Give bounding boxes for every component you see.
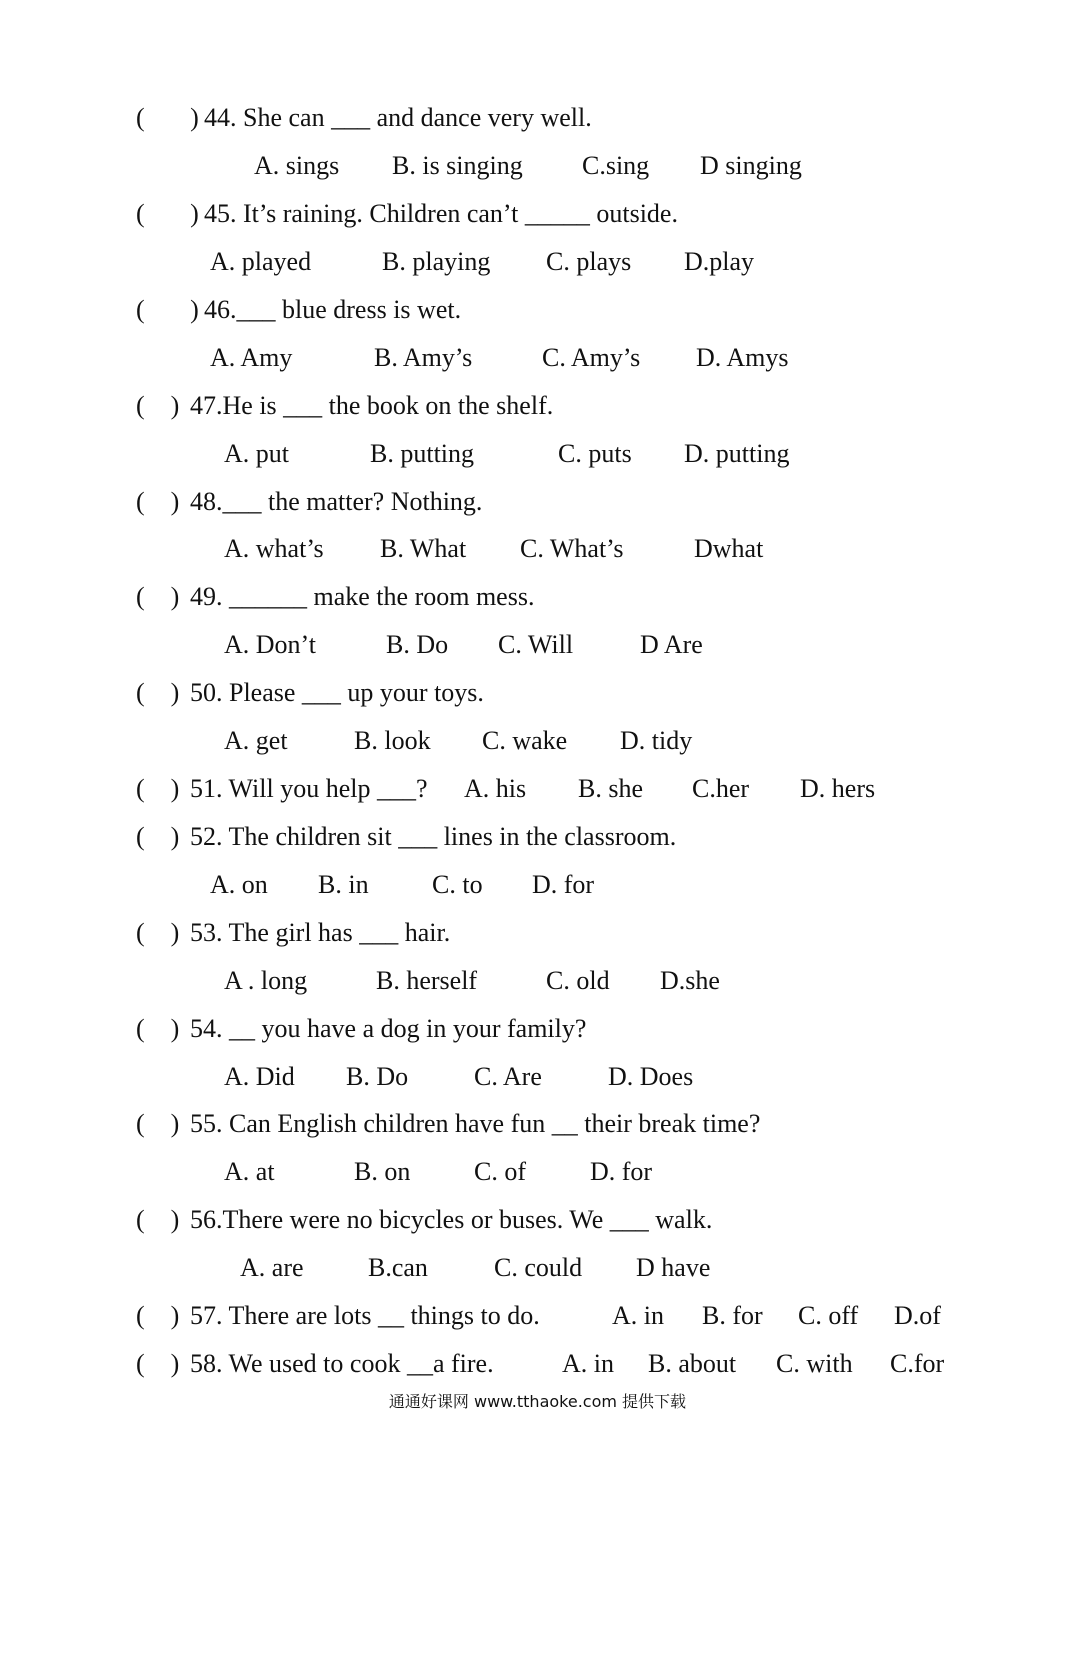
option-b: B. about	[648, 1349, 737, 1378]
option-b: B. What	[380, 534, 467, 563]
option-c: C. of	[474, 1157, 526, 1186]
option-b: B. Do	[386, 630, 449, 659]
question-52	[0, 817, 1075, 857]
option-a: A. what’s	[224, 534, 324, 563]
question-54	[0, 1009, 1075, 1049]
option-a: A. on	[210, 870, 268, 899]
question-stem: 57. There are lots __ things to do.	[190, 1301, 540, 1330]
options-55	[0, 1152, 1075, 1192]
option-a: A. Did	[224, 1062, 295, 1091]
options-52	[0, 865, 1075, 905]
option-c: C. with	[776, 1349, 853, 1378]
question-46	[0, 290, 1075, 330]
option-c: C. puts	[558, 439, 632, 468]
options-44	[0, 146, 1075, 186]
option-c: C. wake	[482, 726, 568, 755]
question-51	[0, 769, 1075, 809]
question-stem: 49. ______ make the room mess.	[190, 582, 535, 611]
option-c: C. Will	[498, 630, 574, 659]
options-56	[0, 1248, 1075, 1288]
options-54	[0, 1057, 1075, 1097]
answer-paren: ( )	[136, 1349, 180, 1378]
question-49	[0, 577, 1075, 617]
option-d: D. for	[532, 870, 595, 899]
question-stem: 48.___ the matter? Nothing.	[190, 487, 483, 516]
answer-paren: ( )	[136, 1014, 180, 1043]
option-d: D Are	[640, 630, 703, 659]
option-b: B. for	[702, 1301, 763, 1330]
option-d: Dwhat	[694, 534, 764, 563]
answer-paren: ( )	[136, 582, 180, 611]
option-a: A. his	[464, 774, 527, 803]
option-a: A. Don’t	[224, 630, 316, 659]
question-44	[0, 98, 1075, 138]
option-d: D. Amys	[696, 343, 789, 372]
option-d: D.she	[660, 966, 720, 995]
answer-paren: ( )	[136, 103, 199, 132]
option-b: B. herself	[376, 966, 478, 995]
option-b: B. Amy’s	[374, 343, 473, 372]
answer-paren: ( )	[136, 918, 180, 947]
option-b: B. Do	[346, 1062, 409, 1091]
option-c: C. could	[494, 1253, 583, 1282]
options-50	[0, 721, 1075, 761]
option-d: D. Does	[608, 1062, 694, 1091]
option-c: C.her	[692, 774, 750, 803]
option-a: A. in	[612, 1301, 664, 1330]
answer-paren: ( )	[136, 822, 180, 851]
question-53	[0, 913, 1075, 953]
option-d: D singing	[700, 151, 802, 180]
option-b: B. is singing	[392, 151, 523, 180]
option-b: B. on	[354, 1157, 411, 1186]
option-b: B. look	[354, 726, 431, 755]
option-a: A. get	[224, 726, 288, 755]
question-50	[0, 673, 1075, 713]
option-b: B. putting	[370, 439, 475, 468]
question-stem: 54. __ you have a dog in your family?	[190, 1014, 587, 1043]
option-a: A. Amy	[210, 343, 293, 372]
question-stem: 53. The girl has ___ hair.	[190, 918, 451, 947]
options-46	[0, 338, 1075, 378]
option-b: B.can	[368, 1253, 428, 1282]
question-stem: 50. Please ___ up your toys.	[190, 678, 484, 707]
options-53	[0, 961, 1075, 1001]
question-stem: 52. The children sit ___ lines in the classroom.	[190, 822, 677, 851]
question-stem: 45. It’s raining. Children can’t _____ outside.	[204, 199, 678, 228]
answer-paren: ( )	[136, 295, 199, 324]
question-47	[0, 386, 1075, 426]
question-56	[0, 1200, 1075, 1240]
option-a: A. in	[562, 1349, 614, 1378]
page-footer: 通通好课网 www.tthaoke.com 提供下载	[388, 1392, 687, 1411]
answer-paren: ( )	[136, 1109, 180, 1138]
option-d: D. tidy	[620, 726, 693, 755]
option-c: C. plays	[546, 247, 632, 276]
question-55	[0, 1104, 1075, 1144]
answer-paren: ( )	[136, 1301, 180, 1330]
option-d: C.for	[890, 1349, 945, 1378]
question-stem: 58. We used to cook __a fire.	[190, 1349, 494, 1378]
answer-paren: ( )	[136, 1205, 180, 1234]
option-d: D have	[636, 1253, 711, 1282]
option-a: A. are	[240, 1253, 304, 1282]
option-a: A. at	[224, 1157, 275, 1186]
question-stem: 44. She can ___ and dance very well.	[204, 103, 592, 132]
answer-paren: ( )	[136, 199, 199, 228]
options-49	[0, 625, 1075, 665]
option-a: A. played	[210, 247, 312, 276]
question-stem: 51. Will you help ___?	[190, 774, 428, 803]
question-stem: 56.There were no bicycles or buses. We ___ walk.	[190, 1205, 713, 1234]
option-c: C. old	[546, 966, 610, 995]
option-b: B. she	[578, 774, 643, 803]
question-stem: 46.___ blue dress is wet.	[204, 295, 462, 324]
option-c: C. to	[432, 870, 483, 899]
question-48	[0, 482, 1075, 522]
option-d: D.play	[684, 247, 755, 276]
option-b: B. playing	[382, 247, 491, 276]
question-stem: 47.He is ___ the book on the shelf.	[190, 391, 554, 420]
answer-paren: ( )	[136, 774, 180, 803]
answer-paren: ( )	[136, 678, 180, 707]
option-d: D. putting	[684, 439, 790, 468]
option-c: C. Amy’s	[542, 343, 641, 372]
options-47	[0, 434, 1075, 474]
option-a: A. put	[224, 439, 289, 468]
question-57	[0, 1296, 1075, 1336]
option-a: A . long	[224, 966, 308, 995]
options-48	[0, 529, 1075, 569]
option-c: C.sing	[582, 151, 650, 180]
option-a: A. sings	[254, 151, 340, 180]
question-45	[0, 194, 1075, 234]
question-stem: 55. Can English children have fun __ their break time?	[190, 1109, 761, 1138]
option-d: D. hers	[800, 774, 876, 803]
option-d: D.of	[894, 1301, 941, 1330]
option-c: C. What’s	[520, 534, 624, 563]
answer-paren: ( )	[136, 487, 180, 516]
answer-paren: ( )	[136, 391, 180, 420]
option-c: C. off	[798, 1301, 859, 1330]
question-58	[0, 1344, 1075, 1384]
option-b: B. in	[318, 870, 369, 899]
option-d: D. for	[590, 1157, 653, 1186]
options-45	[0, 242, 1075, 282]
option-c: C. Are	[474, 1062, 542, 1091]
